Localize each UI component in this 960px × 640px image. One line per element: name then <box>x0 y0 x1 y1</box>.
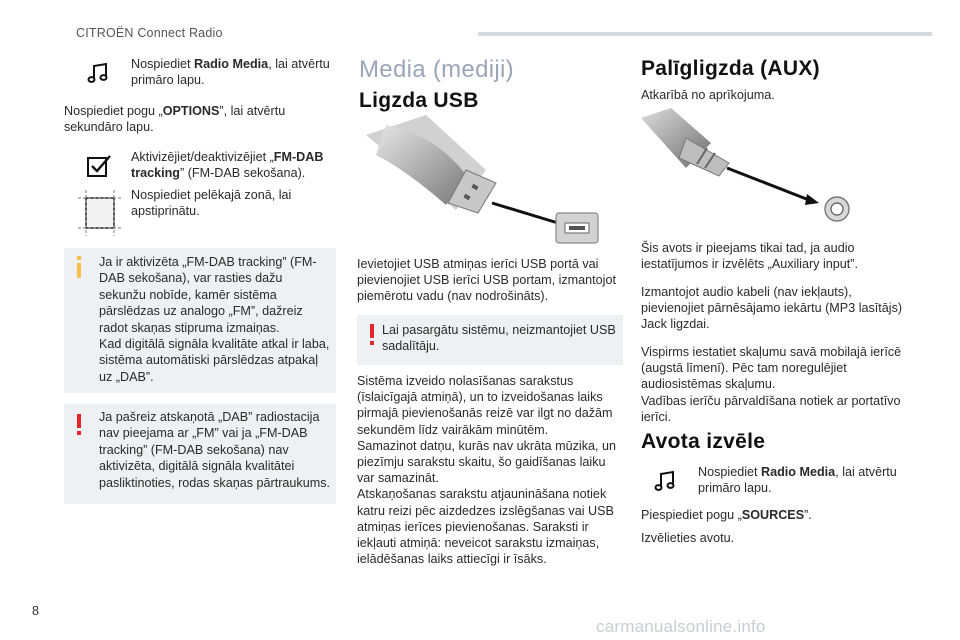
sources-paragraph: Piespiediet pogu „SOURCES”. <box>641 508 812 522</box>
radio-media-instruction: Nospiediet Radio Media, lai atvērtu primāro lapu. <box>131 57 330 88</box>
header-title: CITROËN Connect Radio <box>76 26 223 40</box>
section-title-media: Media (mediji) <box>359 56 514 83</box>
equipment-dependent: Atkarībā no aprīkojuma. <box>641 88 775 102</box>
fm-dab-tracking-instruction: Aktivizējiet/deaktivizējiet „FM-DAB tracking” (FM-DAB sekošana). <box>131 150 324 181</box>
checkbox-icon <box>86 153 112 179</box>
usb-hub-warning <box>357 315 623 365</box>
aux-paragraph-3: Vispirms iestatiet skaļumu savā mobilajā ierīcē (augstā līmenī). Pēc tam noregulējiet audiosistēmas skaļumu. Vadības ierīču pārvaldīšana notiek ar portatīvo ierīci. <box>641 345 902 424</box>
page-number: 8 <box>32 604 39 618</box>
playlist-paragraph: Sistēma izveido nolasīšanas sarakstus (īslaicīgajā atmiņā), un to izveidošanas laiks pirmajā pievienošanās reizē var ilgt no dažām sekundēm līdz vairākām minūtēm. Samazinot datņu, kurās nav ukrāta mūzika, un piezīmju sarakstu skaitu, šo gaidīšanas laiku var samazināt. Atskaņošanas sarakstu atjaunināšana notiek katru reizi pēc aizdedzes izslēgšanas vai USB atmiņas ierīces pievienošanas. Saraksti ir iekļauti atmiņā: neveicot sarakstu izmaiņas, ielādēšanas laiks attiecīgi ir īsāks. <box>357 374 617 567</box>
aux-paragraph-2: Izmantojot audio kabeli (nav iekļauts), pievienojiet pārnēsājamo iekārtu (MP3 lasītājs) Jack ligzdai. <box>641 285 903 332</box>
header-rule <box>478 32 932 36</box>
watermark: carmanualsonline.info <box>596 617 766 636</box>
choose-source: Izvēlieties avotu. <box>641 531 735 545</box>
subtitle-usb: Ligzda USB <box>359 89 479 112</box>
music-note-icon <box>86 60 112 86</box>
warning-icon <box>75 414 83 436</box>
radio-media-instruction-right: Nospiediet Radio Media, lai atvērtu primāro lapu. <box>698 465 897 496</box>
music-note-icon <box>653 468 679 494</box>
grid-zone-icon <box>78 190 122 236</box>
info-note-text: Ja ir aktivizēta „FM-DAB tracking” (FM-DAB sekošana), var rasties dažu sekunžu nobīde, kamēr sistēma pārslēdzas uz analogo „FM”, dažreiz radot skaņas stipruma izmaiņas. Kad digitālā signāla kvalitāte atkal ir laba, sistēma automātiski pārslēdzas atpakaļ uz „DAB”. <box>99 255 330 384</box>
usb-insert-paragraph: Ievietojiet USB atmiņas ierīci USB portā vai pievienojiet USB ierīci USB portam, izmantojot piemērotu vadu (nav nodrošināts). <box>357 257 616 304</box>
info-note <box>64 248 336 393</box>
aux-paragraph-1: Šis avots ir pieejams tikai tad, ja audio iestatījumos ir izvēlēts „Auxiliary input”. <box>641 241 858 272</box>
options-paragraph: Nospiediet pogu „OPTIONS”, lai atvērtu sekundāro lapu. <box>64 104 286 135</box>
usb-hub-warning-text: Lai pasargātu sistēmu, neizmantojiet USB sadalītāju. <box>382 323 616 354</box>
aux-jack-illustration <box>641 108 856 228</box>
warning-note-text: Ja pašreiz atskaņotā „DAB” radiostacija nav pieejama ar „FM” vai ja „FM-DAB tracking” (FM-DAB sekošana) nav aktivizēta, digitālā signāla kvalitātei pasliktinoties, rodas skaņas pārtraukums. <box>99 410 330 490</box>
page-header <box>0 0 960 40</box>
usb-illustration <box>366 115 621 245</box>
warning-icon <box>368 324 376 346</box>
subtitle-source-selection: Avota izvēle <box>641 430 766 453</box>
confirm-instruction: Nospiediet pelēkajā zonā, lai apstiprinātu. <box>131 188 292 219</box>
subtitle-aux: Palīgligzda (AUX) <box>641 57 820 80</box>
warning-note <box>64 404 336 504</box>
info-icon <box>75 256 83 274</box>
